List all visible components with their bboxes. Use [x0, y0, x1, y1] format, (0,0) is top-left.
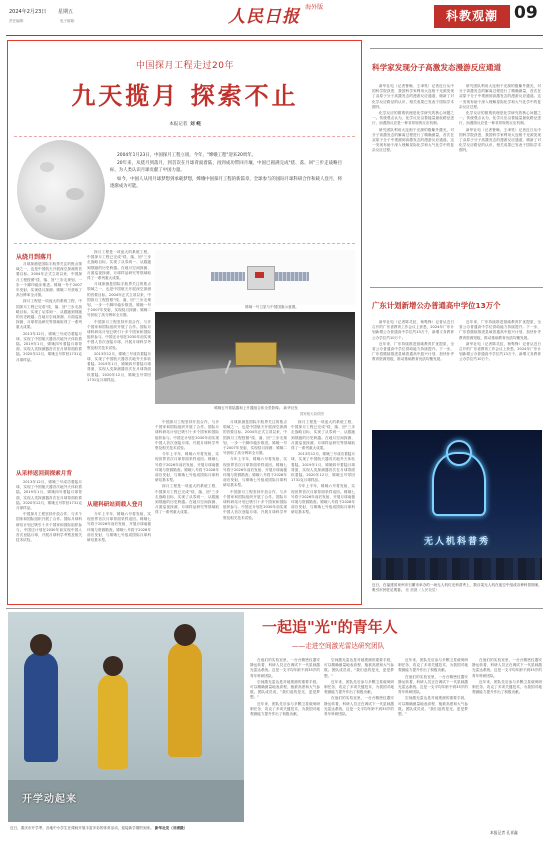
right-article1-col2: 研究团队利用大连相干光源的极紫外激光，对分子高激发态的解离过程进行了精确测量，首次在双原子分子中观测到高激发态的漫游反应通道。这一发现有助于深入理解星际化学和大气化学中的复杂反应过程。 化学反应的微观机理是化学研究的核心问题之一。传统观点认为，化学反应沿着能量最低路径进行，而漫游反应是一种非常规的反应机制。 新华社电（记者鲁畅、王聿昊）记者近日从中国科学院获悉，我国科学家利用大连相干光源发现了双原子分子高激发态的漫游反应通道，刷新了对化学反应路径的认识，相关成果已发表于国际学术期刊。 [459, 84, 541, 153]
col4-body: 月球探测是国际宇航界关注的焦点领域之一，也是中国航天开展深空探测的首要目标。2004年正式立项以来，中国探月工程按照"绕、落、回"三步走规划，一步一个脚印稳步推进。嫦娥一号于2007年发射，实现绕月探测；嫦娥二号获取了高分辨率全月图。 今年上半年，嫦娥六号将发射，实现世界首次月球背面采样返回。嫦娥七号将于2026年前后发射，开展月球南极环境与资源勘查。嫦娥八号将于2028年前后发射，与嫦娥七号组成国际月球科研站基本型。 中国探月工程坚持开放合作，与多个国家和国际组织开展了合作。国际月球科研站计划已吸引十多个国家和国际组织参与。中国还计划在2030年前实现中国人首次登陆月球，开展月球科学考察及相关技术试验。 [223, 420, 287, 520]
photo2-credit: 国家航天局供图 [300, 412, 324, 416]
solar-panel-left [211, 272, 245, 281]
email-line: 电子邮箱： [60, 19, 78, 23]
section1-body: 月球探测是国际宇航界关注的焦点领域之一，也是中国航天开展深空探测的首要目标。2004年正式立项以来，中国探月工程按照"绕、落、回"三步走规划，一步一个脚印稳步推进。嫦娥一号于2007年发射，实现绕月探测；嫦娥二号获取了高分辨率全月图。 探月工程是一项庞大的系统工程，中国探月工程已完成"绕、落、回"三步走战略目标，实现了从零到一、从跟跑到领跑的历史跨越。在地月空间探测、月面巡视探测、月球样品研究等领域取得了一系列重大成果。 2013年12月，嫦娥三号成功着陆月球，实现了中国航天器首次地外天体软着陆。2019年1月，嫦娥四号着陆月球背面，实现人类探测器首次在月球背面软着陆。2020年12月，嫦娥五号带回1731克月球样品。 [16, 262, 82, 362]
section1-title: 从绕月到落月 [16, 254, 53, 261]
paper-suffix: 海外版 [305, 4, 324, 11]
right-article2-headline: 广东计划新增公办普通高中学位13万个 [372, 301, 501, 310]
masthead-rule [6, 35, 543, 36]
section2-body: 2013年12月，嫦娥三号成功着陆月球，实现了中国航天器首次地外天体软着陆。2019年1月，嫦娥四号着陆月球背面，实现人类探测器首次在月球背面软着陆。2020年12月，嫦娥五号带回1731克月球样品。 中国探月工程坚持开放合作，与多个国家和国际组织开展了合作。国际月球科研站计划已吸引十多个国家和国际组织参与。中国还计划在2030年前实现中国人首次登陆月球，开展月球科学考察及相关技术试验。 [16, 480, 82, 543]
col5-body: 探月工程是一项庞大的系统工程，中国探月工程已完成"绕、落、回"三步走战略目标，实现了从零到一、从跟跑到领跑的历史跨越。在地月空间探测、月面巡视探测、月球样品研究等领域取得了一系列重大成果。 2013年12月，嫦娥三号成功着陆月球，实现了中国航天器首次地外天体软着陆。2019年1月，嫦娥四号着陆月球背面，实现人类探测器首次在月球背面软着陆。2020年12月，嫦娥五号带回1731克月球样品。 今年上半年，嫦娥六号将发射，实现世界首次月球背面采样返回。嫦娥七号将于2026年前后发射，开展月球南极环境与资源勘查。嫦娥八号将于2028年前后发射，与嫦娥七号组成国际月球科研站基本型。 [291, 420, 355, 515]
lead-byline [10, 121, 360, 127]
intro-paragraph-2: 20年来，从绕月到落月，到首次在月球背面着陆，再到成功带回月壤，中国已圆满完成"绕、落、回"三步走战略目标，为人类认识月球贡献了中国力量。 [110, 161, 342, 174]
drone-show-text: 无人机科普秀 [423, 537, 490, 547]
moon-crater-3 [35, 205, 46, 213]
byline-label: 本报记者 [169, 122, 188, 127]
kid-figure-3 [168, 642, 202, 757]
right-article1-headline: 科学家发现分子高激发态漫游反应通道 [372, 63, 502, 72]
paper-logo [228, 2, 338, 30]
section-title: 科教观潮 [445, 9, 498, 23]
editor-line: 责任编辑： [9, 19, 27, 23]
drone-photo-credit: 张 晨摄（人民视觉） [405, 588, 439, 593]
moon-crater-2 [66, 188, 84, 200]
issue-weekday: 星期五 [58, 9, 74, 15]
drone-photo-caption: 近日，在福建省泉州市石狮市举办的一场无人机灯光科普秀上，数百架无人机在夜空中组成各种科普图案，吸引市民驻足观看。 张 晨摄（人民视觉） [372, 583, 542, 593]
masthead [0, 0, 549, 40]
bottom-col3: 近年来，团队先后参与多颗卫星载荷研制任务，攻克了多项关键技术，为我国对地观测能力提升作出了积极贡献。 在他们的实验室里，一台台精密仪器安静运转着，科研人员正在调试下一代星载激光雷达系统。这是一支平均年龄不到35岁的青年科研团队。 空间激光雷达是对地观测的重要手段，可以精确测量地表高程、植被高度和大气参数。团队成员说，"我们追的是光，更是梦想。" [398, 658, 468, 717]
kids-photo-caption: 近日，重庆市开学季，各地中小学生在课间开展丰富多彩的体育活动，迎接新学期的到来。 新华社发（刘勇摄） [10, 826, 188, 830]
bottom-rule [6, 608, 543, 609]
section2-title: 从采样返回到探索月背 [16, 471, 72, 477]
page-number: 09 [514, 3, 538, 23]
lead-separator-top [14, 136, 355, 137]
right-mid-rule [370, 287, 543, 288]
paper-name: 人民日报 [228, 7, 300, 27]
kid-figure-2-head [103, 656, 123, 676]
lead-headline: 九天揽月 探索不止 [71, 81, 299, 110]
lander-horizon [155, 367, 355, 404]
city-skyline [372, 558, 542, 580]
kids-photo-text: 开学动起来 [22, 794, 77, 805]
intro-paragraph-1: 2004年1月23日，中国探月工程立项，今年，"嫦娥工程"迎来20周年。 [117, 153, 256, 158]
satellite-photo [155, 250, 355, 305]
drone-show-photo [372, 430, 542, 580]
flag-icon [255, 272, 264, 278]
bottom-headline: 一起追"光"的青年人 [262, 618, 398, 636]
kid-figure-1 [24, 652, 58, 762]
byline-name: 刘 峣 [190, 122, 201, 127]
moon-crater-1 [40, 162, 54, 172]
col2-body: 探月工程是一项庞大的系统工程，中国探月工程已完成"绕、落、回"三步走战略目标，实现了从零到一、从跟跑到领跑的历史跨越。在地月空间探测、月面巡视探测、月球样品研究等领域取得了一系列重大成果。 月球探测是国际宇航界关注的焦点领域之一，也是中国航天开展深空探测的首要目标。2004年正式立项以来，中国探月工程按照"绕、落、回"三步走规划，一步一个脚印稳步推进。嫦娥一号于2007年发射，实现绕月探测；嫦娥二号获取了高分辨率全月图。 中国探月工程坚持开放合作，与多个国家和国际组织开展了合作。国际月球科研站计划已吸引十多个国家和国际组织参与。中国还计划在2030年前实现中国人首次登陆月球，开展月球科学考察及相关技术试验。 2013年12月，嫦娥三号成功着陆月球，实现了中国航天器首次地外天体软着陆。2019年1月，嫦娥四号着陆月球背面，实现人类探测器首次在月球背面软着陆。2020年12月，嫦娥五号带回1731克月球样品。 [87, 250, 151, 382]
right-article2-col1: 新华社电（记者陈灵虹、杨隽锋）记者从近日召开的广东省教育工作会议上获悉，2024年广东计划新增公办普通高中学位约13万个，新增义务教育公办学位约10万个。 近年来，广东持续推进基础教育扩优提质，全省公办普通高中学位供给能力持续提升。下一步，广东将继续推进县域普通高中振兴计划，加快补齐教育资源短板，推动基础教育优质均衡发展。 [372, 320, 454, 362]
right-article1-col1: 新华社电（记者鲁畅、王聿昊）记者近日从中国科学院获悉，我国科学家利用大连相干光源发现了双原子分子高激发态的漫游反应通道，刷新了对化学反应路径的认识，相关成果已发表于国际学术期刊。 化学反应的微观机理是化学研究的核心问题之一。传统观点认为，化学反应沿着能量最低路径进行，而漫游反应是一种非常规的反应机制。 研究团队利用大连相干光源的极紫外激光，对分子高激发态的解离过程进行了精确测量，首次在双原子分子中观测到高激发态的漫游反应通道。这一发现有助于深入理解星际化学和大气化学中的复杂反应过程。 [372, 84, 454, 153]
bottom-col4: 在他们的实验室里，一台台精密仪器安静运转着，科研人员正在调试下一代星载激光雷达系统。这是一支平均年龄不到35岁的青年科研团队。 近年来，团队先后参与多颗卫星载荷研制任务，攻克了多项关键技术，为我国对地观测能力提升作出了积极贡献。 [472, 658, 542, 695]
lead-intro [110, 152, 342, 227]
intro-paragraph-3: 如今，中国人从用月球梦想到承载梦想，嫦娥中国探月工程的新篇章，全球参与的国际月球科研合作和载人登月，将逐渐成为可能。 [110, 176, 342, 189]
satellite-body-shape [247, 266, 275, 290]
right-article2-col2: 近年来，广东持续推进基础教育扩优提质，全省公办普通高中学位供给能力持续提升。下一步，广东将继续推进县域普通高中振兴计划，加快补齐教育资源短板，推动基础教育优质均衡发展。 新华社电（记者陈灵虹、杨隽锋）记者从近日召开的广东省教育工作会议上获悉，2024年广东计划新增公办普通高中学位约13万个，新增义务教育公办学位约10万个。 [459, 320, 541, 362]
lead-separator-mid [14, 243, 355, 244]
bottom-col1: 在他们的实验室里，一台台精密仪器安静运转着，科研人员正在调试下一代星载激光雷达系统。这是一支平均年龄不到35岁的青年科研团队。 空间激光雷达是对地观测的重要手段，可以精确测量地表高程、植被高度和大气参数。团队成员说，"我们追的是光，更是梦想。" 近年来，团队先后参与多颗卫星载荷研制任务，攻克了多项关键技术，为我国对地观测能力提升作出了积极贡献。 [250, 658, 320, 717]
right-top-rule [370, 48, 543, 49]
kid-figure-1-head [30, 634, 52, 656]
issue-date: 2024年2月23日 [9, 9, 47, 15]
section3-title: 从建科研站到载人登月 [87, 502, 143, 508]
kid-figure-3-head [174, 624, 196, 646]
section-title-box [434, 5, 510, 28]
bottom-byline: 本报记者 孔祥鑫 [490, 830, 518, 835]
photo1-caption: 嫦娥一号卫星与中国国旗示意图。 [245, 305, 299, 309]
kids-photo-credit: 新华社发（刘勇摄） [154, 826, 188, 830]
bottom-col2: 空间激光雷达是对地观测的重要手段，可以精确测量地表高程、植被高度和大气参数。团队成员说，"我们追的是光，更是梦想。" 近年来，团队先后参与多颗卫星载荷研制任务，攻克了多项关键技术，为我国对地观测能力提升作出了积极贡献。 在他们的实验室里，一台台精密仪器安静运转着，科研人员正在调试下一代星载激光雷达系统。这是一支平均年龄不到35岁的青年科研团队。 [324, 658, 394, 717]
drone-figure-head [446, 440, 472, 466]
photo2-caption: 嫦娥五号着陆器和上升器组合体全景影像。 新华社发 [214, 406, 298, 410]
bottom-subheadline: ——走进空间激光雷达研究团队 [292, 642, 385, 650]
kids-photo [8, 612, 244, 822]
solar-panel-right [275, 272, 309, 281]
lander-body-shape [235, 342, 277, 366]
lander-photo [155, 312, 355, 404]
kid-figure-2 [98, 674, 128, 769]
moon-image [17, 140, 105, 240]
section3-body: 今年上半年，嫦娥六号将发射，实现世界首次月球背面采样返回。嫦娥七号将于2026年前后发射，开展月球南极环境与资源勘查。嫦娥八号将于2028年前后发射，与嫦娥七号组成国际月球科研站基本型。 [87, 512, 151, 543]
lead-kicker: 中国探月工程走过20年 [136, 61, 234, 71]
col3-body: 中国探月工程坚持开放合作，与多个国家和国际组织开展了合作。国际月球科研站计划已吸引十多个国家和国际组织参与。中国还计划在2030年前实现中国人首次登陆月球，开展月球科学考察及相关技术试验。 今年上半年，嫦娥六号将发射，实现世界首次月球背面采样返回。嫦娥七号将于2026年前后发射，开展月球南极环境与资源勘查。嫦娥八号将于2028年前后发射，与嫦娥七号组成国际月球科研站基本型。 探月工程是一项庞大的系统工程，中国探月工程已完成"绕、落、回"三步走战略目标，实现了从零到一、从跟跑到领跑的历史跨越。在地月空间探测、月面巡视探测、月球样品研究等领域取得了一系列重大成果。 [155, 420, 219, 515]
